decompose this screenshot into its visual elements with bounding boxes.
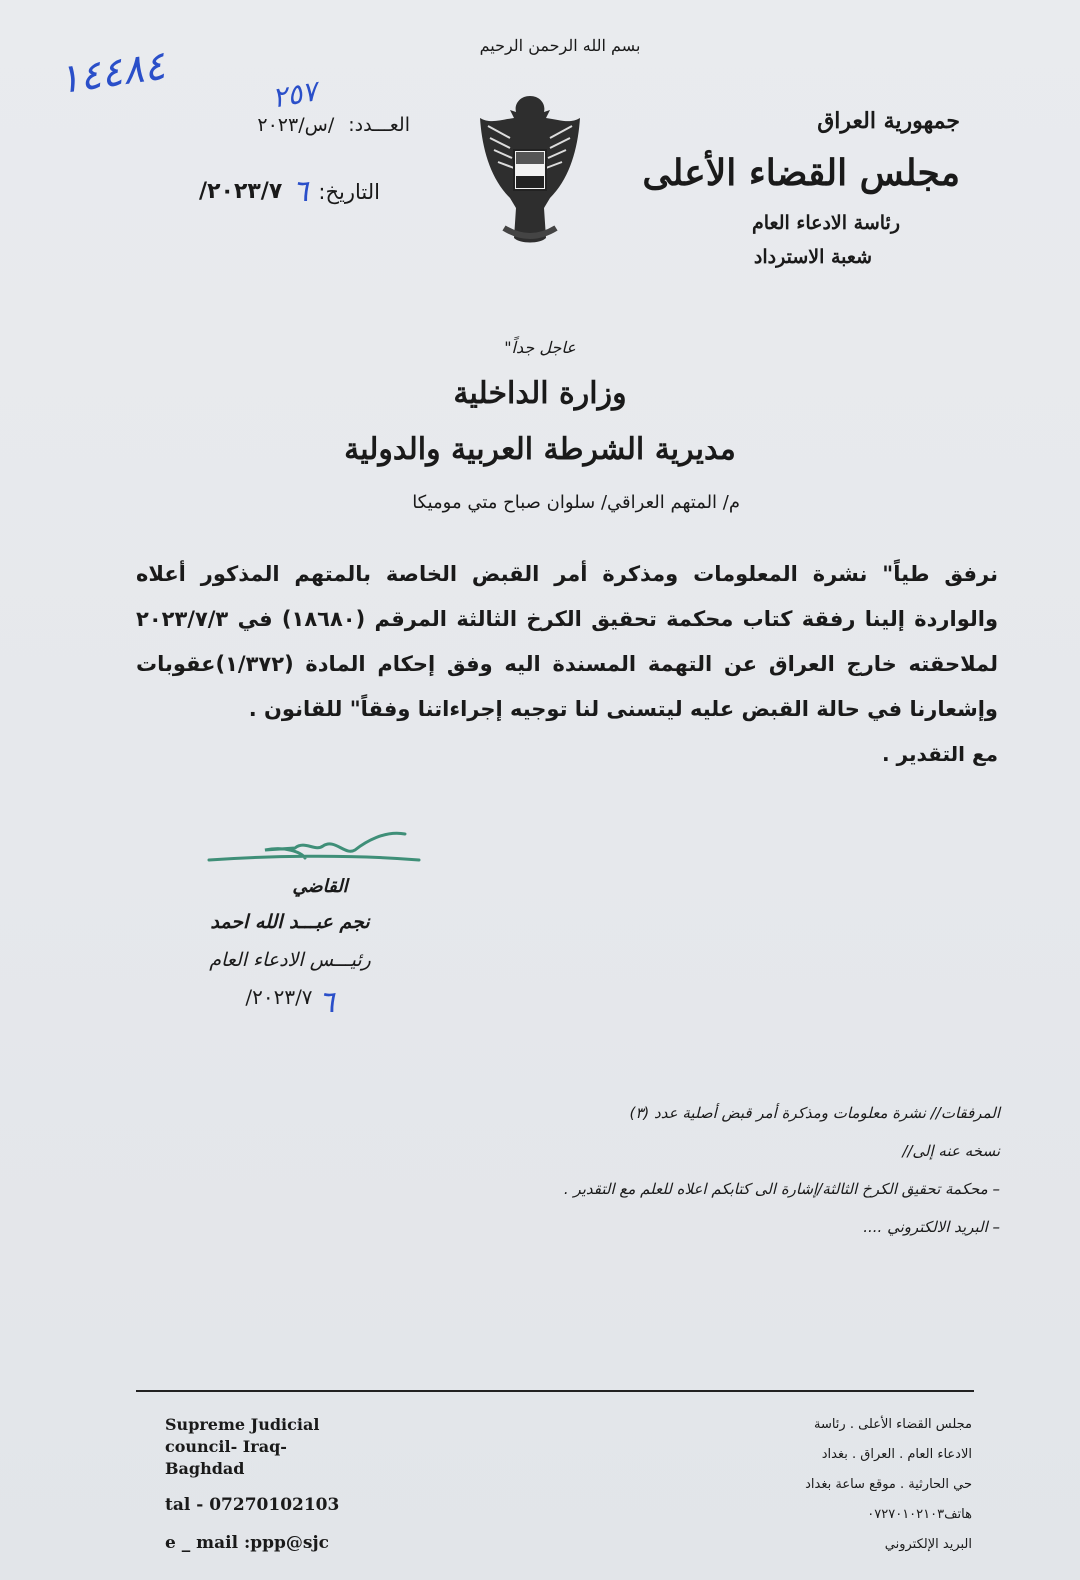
- footer-ar-line1: مجلس القضاء الأعلى . رئاسة: [813, 1417, 972, 1432]
- letter-body: نرفق طياً" نشرة المعلومات ومذكرة أمر القبض الخاصة بالمتهم المذكور أعلاه والواردة إلينا رفقة كتاب محكمة تحقيق الكرخ الثالثة المرقم (١٨٦٨٠) في ٢٠٢٣/٧/٣ لملاحقته خارج العراق عن التهمة المسندة اليه وفق إحكام المادة (١/٣٧٢)عقوبات وإشعارنا في حالة القبض عليه ليتسنى لنا توجيه إجراءاتنا وفقاً" للقانون .: [136, 562, 998, 721]
- signature-handwritten-day: ٦: [318, 985, 335, 1020]
- copy-to-line: نسخه عنه إلى//: [902, 1142, 1000, 1160]
- council-name: مجلس القضاء الأعلى: [642, 152, 960, 194]
- attachments-line: المرفقات// نشرة معلومات ومذكرة أمر قبض أصلية عدد (٣): [629, 1104, 1000, 1122]
- ref-label: العـــدد:: [348, 114, 410, 136]
- footer-en-line1: Supreme Judicial: [165, 1415, 320, 1434]
- footer-telephone: tal - 07270102103: [165, 1495, 340, 1515]
- footer-english: [165, 1414, 339, 1554]
- attachments-block: [420, 1094, 1000, 1246]
- iraq-eagle-emblem-icon: [470, 88, 590, 248]
- ref-value: /س/٢٠٢٣: [257, 114, 335, 136]
- footer-en-line3: Baghdad: [165, 1459, 245, 1478]
- signature-date: [170, 985, 410, 1020]
- urgent-label: عاجل جداً": [504, 338, 576, 357]
- handwritten-signature: [205, 820, 425, 880]
- footer-ar-line3: حي الحارثية . موقع ساعة بغداد: [805, 1477, 972, 1492]
- handwritten-ref: ٢٥٧: [269, 74, 320, 115]
- presidency-name: رئاسة الادعاء العام: [751, 212, 900, 234]
- ministry-heading: وزارة الداخلية: [453, 376, 627, 411]
- date-line: [150, 174, 380, 209]
- footer-ar-line2: الادعاء العام . العراق . بغداد: [821, 1447, 972, 1462]
- footer-arabic: [700, 1410, 972, 1560]
- handwritten-number: ١٤٤٨٤: [55, 42, 169, 104]
- republic-name: جمهورية العراق: [817, 108, 960, 134]
- copy-recipient-court: – محكمة تحقيق الكرخ الثالثة/إشارة الى كتابكم اعلاه للعلم مع التقدير .: [563, 1180, 1000, 1198]
- footer-divider: [136, 1390, 974, 1392]
- basmala: بسم الله الرحمن الرحيم: [479, 36, 641, 55]
- signature-block: [170, 876, 410, 1020]
- reference-line: [170, 114, 410, 136]
- copy-recipient-email: – البريد الالكتروني ....: [863, 1218, 1000, 1236]
- directorate-heading: مديرية الشرطة العربية والدولية: [344, 432, 736, 467]
- footer-ar-line4: هاتف٠٧٢٧٠١٠٢١٠٣: [867, 1507, 972, 1522]
- signer-title: القاضي: [292, 876, 348, 897]
- footer-ar-line5: البريد الإلكتروني: [884, 1537, 972, 1552]
- signer-name: نجم عبـــد الله احمد: [210, 911, 370, 933]
- date-value: ٢٠٢٣/٧/: [199, 179, 283, 204]
- signer-position: رئيـــس الادعاء العام: [209, 949, 371, 971]
- footer-en-line2: council- Iraq-: [165, 1437, 287, 1456]
- subject-line: م/ المتهم العراقي/ سلوان صباح متي موميكا: [412, 492, 740, 513]
- date-label: التاريخ:: [318, 179, 380, 204]
- regards-line: مع التقدير .: [882, 742, 998, 766]
- signature-date-value: ٢٠٢٣/٧/: [245, 985, 313, 1009]
- issuer-heading: [642, 108, 960, 268]
- date-handwritten-day: ٦: [292, 174, 309, 209]
- footer-email: e _ mail :ppp@sjc: [165, 1533, 329, 1553]
- branch-name: شعبة الاسترداد: [753, 246, 872, 268]
